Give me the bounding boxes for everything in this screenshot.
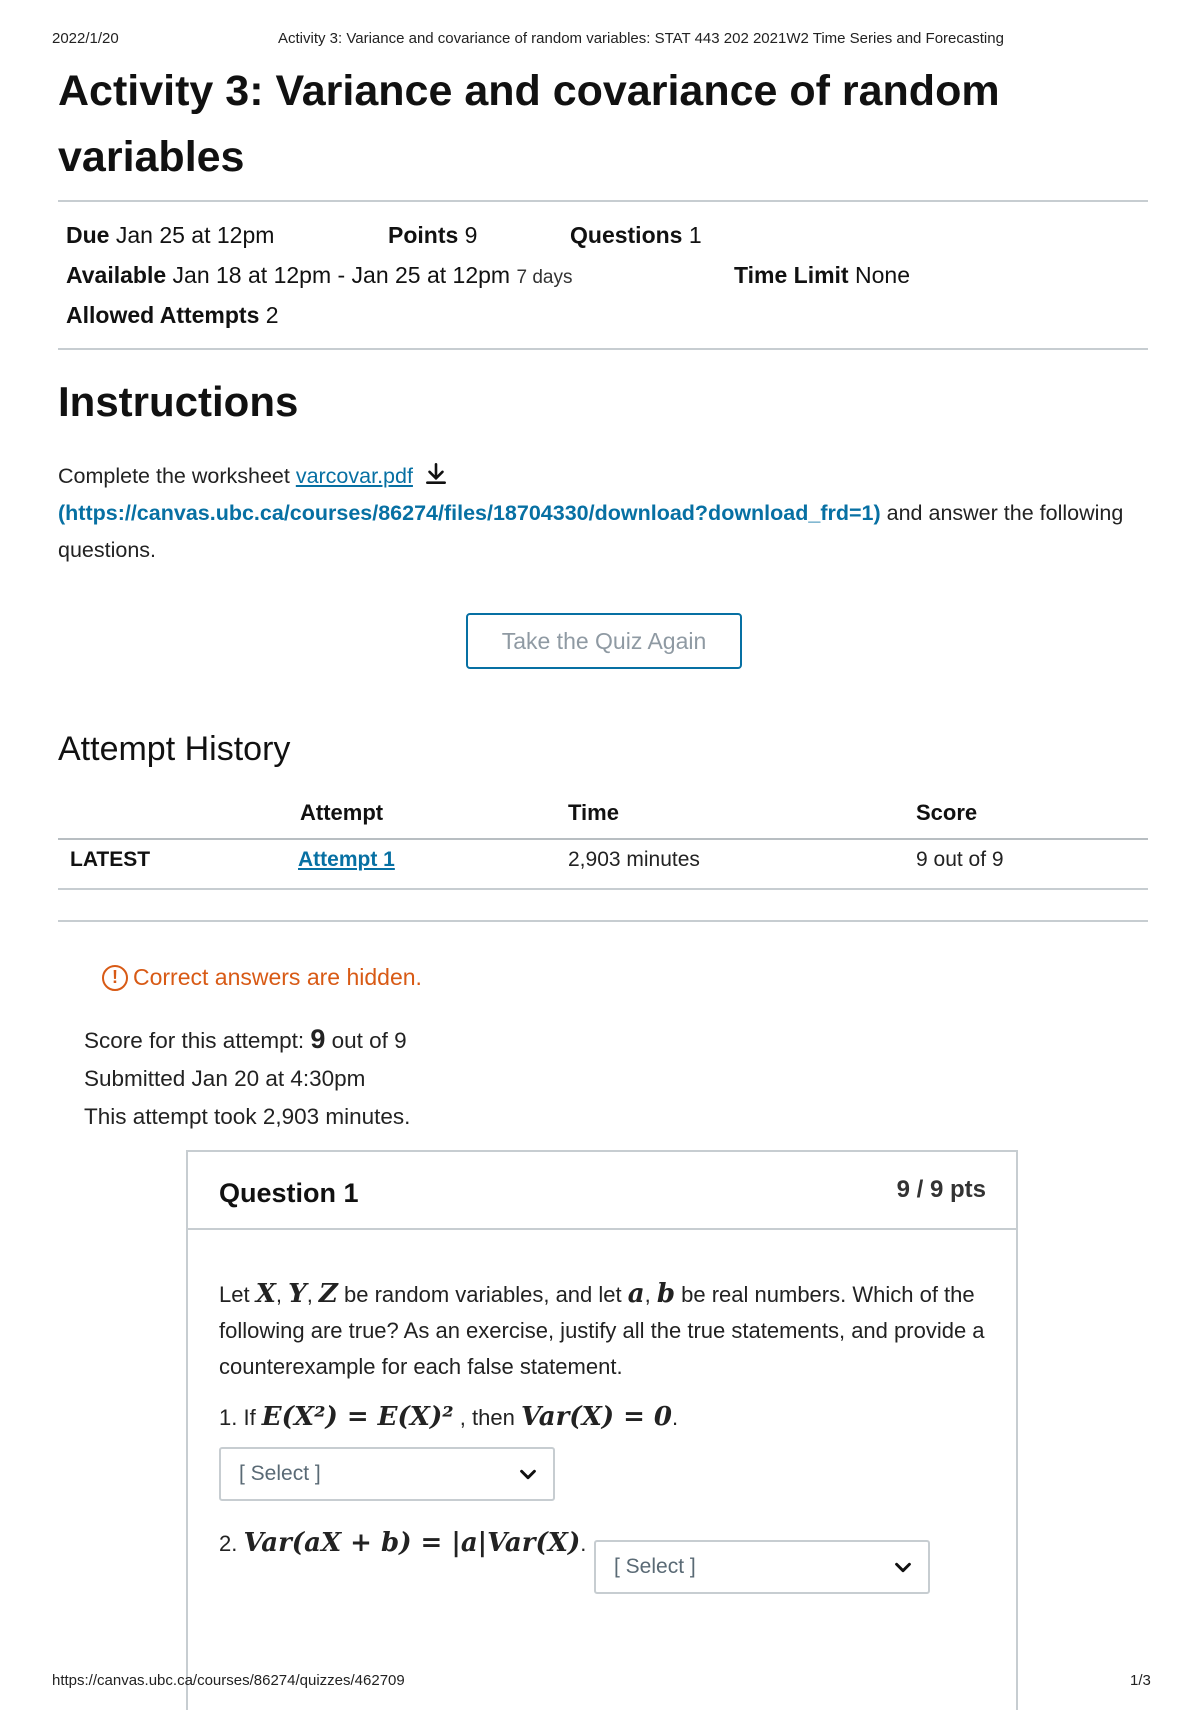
submitted-line: Submitted Jan 20 at 4:30pm (84, 1066, 366, 1091)
time-limit-info: Time Limit None (734, 262, 910, 288)
page-title (58, 58, 1138, 190)
answers-hidden-notice: ! Correct answers are hidden. (102, 964, 422, 991)
take-quiz-again-button[interactable]: Take the Quiz Again (466, 613, 742, 669)
table-row-divider (58, 888, 1148, 890)
due-info: Due Jan 25 at 12pm (66, 222, 275, 248)
item-1-select[interactable]: [ Select ] (219, 1447, 555, 1501)
worksheet-link[interactable]: varcovar.pdf (295, 464, 413, 488)
questions-info: Questions 1 (570, 222, 702, 248)
latest-label: LATEST (70, 848, 151, 871)
question-item-2: 2. Var(aX + b) = |a|Var(X). (219, 1528, 587, 1558)
points-info: Points 9 (388, 222, 478, 248)
question-header (188, 1152, 1016, 1230)
download-icon[interactable] (423, 461, 449, 487)
divider (58, 200, 1148, 202)
question-item-1: 1. If E(X²) = E(X)² , then Var(X) = 0. (219, 1402, 679, 1432)
attempt-score: 9 out of 9 (916, 848, 1004, 871)
attempt-time: 2,903 minutes (568, 848, 700, 871)
column-header-attempt: Attempt (300, 800, 384, 825)
question-title: Question 1 (219, 1178, 359, 1208)
available-info: Available Jan 18 at 12pm - Jan 25 at 12pm 7 days (66, 262, 573, 288)
print-date: 2022/1/20 (52, 30, 119, 47)
item-2-select[interactable]: [ Select ] (594, 1540, 930, 1594)
divider (58, 348, 1148, 350)
warning-icon: ! (102, 965, 128, 991)
attempt-1-link[interactable]: Attempt 1 (298, 848, 395, 871)
chevron-down-icon (892, 1556, 914, 1578)
instructions-text: Complete the worksheet varcovar.pdf (https://canvas.ubc.ca/courses/86274/files/18704330/download?download_frd=1) and answer the following questions. (58, 458, 1148, 569)
question-points: 9 / 9 pts (896, 1176, 986, 1203)
worksheet-url-link[interactable]: (https://canvas.ubc.ca/courses/86274/files/18704330/download?download_frd=1) (58, 501, 881, 525)
page-title-line1: Activity 3: Variance and covariance of random (58, 67, 1000, 115)
allowed-attempts-info: Allowed Attempts 2 (66, 302, 279, 328)
table-header-divider (58, 838, 1148, 840)
chevron-down-icon (517, 1463, 539, 1485)
page-title-line2: variables (58, 133, 245, 181)
attempt-duration-line: This attempt took 2,903 minutes. (84, 1104, 411, 1129)
instructions-heading: Instructions (58, 378, 299, 425)
attempt-score-line: Score for this attempt: 9 out of 9 (84, 1024, 407, 1054)
column-header-time: Time (568, 800, 619, 825)
print-footer-url: https://canvas.ubc.ca/courses/86274/quizzes/462709 (52, 1672, 405, 1689)
table-cell-attempt (298, 848, 395, 872)
divider (58, 920, 1148, 922)
attempt-history-heading: Attempt History (58, 730, 291, 768)
column-header-score: Score (916, 800, 978, 825)
question-card (186, 1150, 1018, 1710)
print-page-title: Activity 3: Variance and covariance of random variables: STAT 443 202 2021W2 Time Series and Forecasting (278, 30, 1004, 47)
print-page-number: 1/3 (1130, 1672, 1151, 1689)
question-text: Let X, Y, Z be random variables, and let a, b be real numbers. Which of the following are true? As an exercise, justify all the true statements, and provide a counterexample for each false statement. (219, 1279, 985, 1379)
